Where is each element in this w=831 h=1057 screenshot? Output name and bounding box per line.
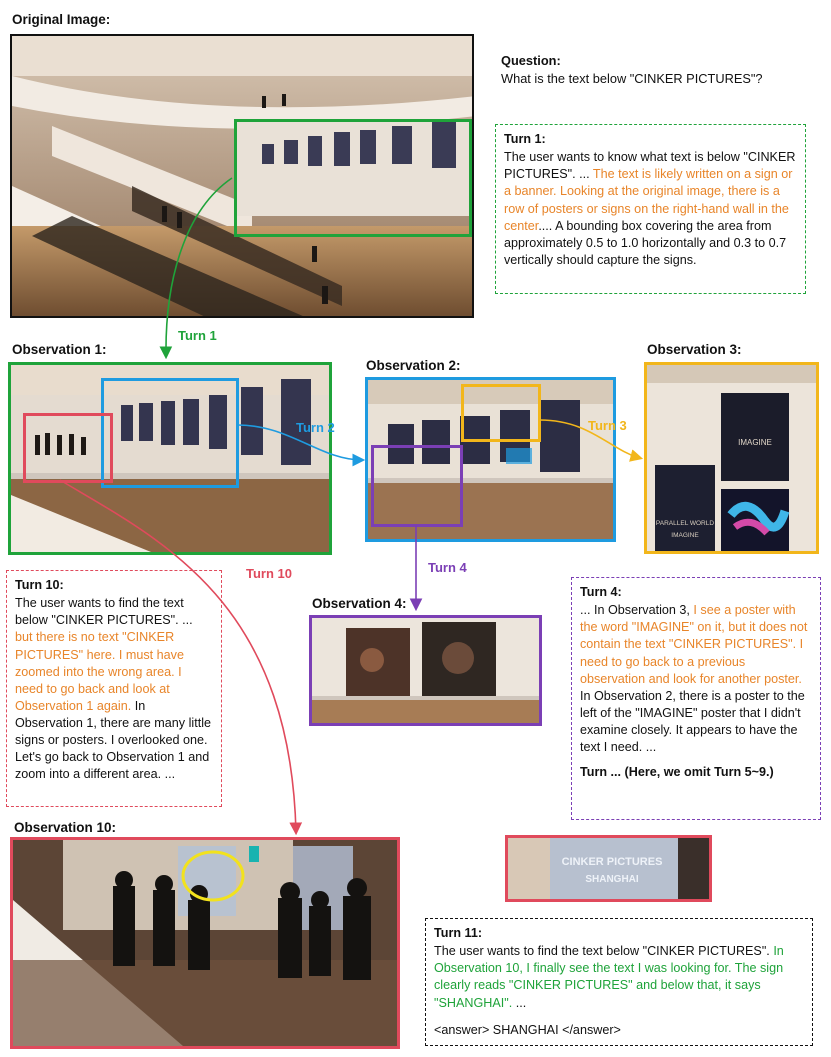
turn10-text-3: In Observation 1, there are many little signs or posters. I overlooked one. Let's go back to Observation 1 and zoom into a different area. ... — [15, 698, 211, 782]
observation-3-label: Observation 3: — [647, 342, 742, 357]
turn1-text-1: The user wants to know what text is below "CINKER PICTURES". ... — [504, 150, 796, 182]
turn3-arrow-label: Turn 3 — [588, 418, 627, 433]
imagine-small-text: IMAGINE — [671, 532, 699, 539]
turn11-text-1: The user wants to find the text below "CINKER PICTURES". — [434, 944, 774, 959]
turn1-text-2: The text is likely written on a sign or a banner. Looking at the original image, there is a row of posters or signs on the right-hand wall in the center — [504, 167, 793, 233]
cinker-pictures-text: CINKER PICTURES — [561, 856, 663, 868]
observation-2-label: Observation 2: — [366, 358, 461, 373]
question-title: Question: — [501, 53, 561, 68]
turn11-answer: <answer> SHANGHAI </answer> — [434, 1022, 621, 1037]
turn10-text-2: but there is no text "CINKER PICTURES" here. I must have zoomed into the wrong area. I need to go back and look at Observation 1 again. — [15, 630, 184, 713]
turn4-text-2: I see a poster with the word "IMAGINE" on it, but it does not contain the text "CINKER PICTURES". I need to go back to a previous observation and look for another poster. — [580, 603, 808, 686]
turn11-text-2: In Observation 10, I finally see the text I was looking for. The sign clearly reads "CINKER PICTURES" and below that, it says "SHANGHAI". — [434, 944, 784, 1010]
turn1-text-3: .... A bounding box covering the area from approximately 0.5 to 1.0 horizontally and 0.3 to 0.7 vertically should capture the signs. — [504, 218, 787, 267]
turn4-title: Turn 4: — [580, 585, 622, 599]
turn4-text-1: ... In Observation 3, — [580, 603, 694, 618]
imagine-sign-text: IMAGINE — [738, 438, 772, 447]
turn11-title: Turn 11: — [434, 926, 483, 940]
turn4-text-3: In Observation 2, there is a poster to the left of the "IMAGINE" poster that I didn't examine closely. It appears to have the text I need. ... — [580, 688, 805, 755]
shanghai-text: SHANGHAI — [585, 874, 639, 885]
turn2-arrow-label: Turn 2 — [296, 420, 335, 435]
parallel-world-text: PARALLEL WORLD — [655, 520, 715, 527]
turn1-arrow-label: Turn 1 — [178, 328, 217, 343]
turn1-title: Turn 1: — [504, 132, 546, 146]
turn4-arrow-label: Turn 4 — [428, 560, 467, 575]
turn11-text-3: ... — [512, 995, 527, 1010]
observation-4-label: Observation 4: — [312, 596, 407, 611]
observation-10-label: Observation 10: — [14, 820, 117, 835]
turn10-text-1: The user wants to find the text below "CINKER PICTURES". ... — [15, 596, 193, 628]
turn10-arrow-label: Turn 10 — [246, 566, 292, 581]
turn10-title: Turn 10: — [15, 578, 64, 592]
turn10-arrow — [60, 480, 296, 832]
original-image-label: Original Image: — [12, 12, 111, 27]
question-text: What is the text below "CINKER PICTURES"? — [501, 71, 763, 87]
turn-omit-note: Turn ... (Here, we omit Turn 5~9.) — [580, 765, 774, 780]
observation-1-label: Observation 1: — [12, 342, 107, 357]
